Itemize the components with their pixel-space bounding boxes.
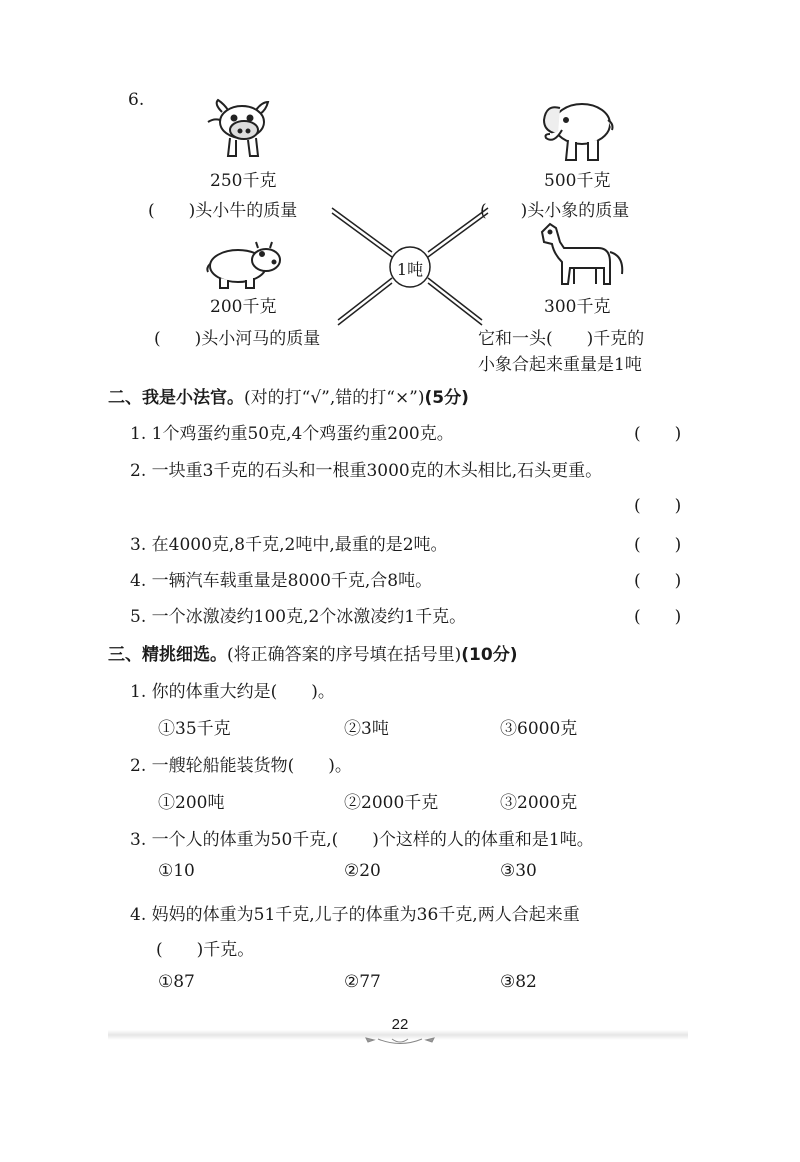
judge-item-2: 2. 一块重3千克的石头和一根重3000克的木头相比,石头更重。 — [130, 461, 603, 481]
elephant-mass: 500千克 — [544, 171, 611, 191]
choice-question-4: 4. 妈妈的体重为51千克,儿子的体重为36千克,两人合起来重 — [130, 905, 580, 925]
judge-item-1: 1. 1个鸡蛋约重50克,4个鸡蛋约重200克。 — [130, 424, 454, 444]
question-number: 6. — [128, 90, 145, 110]
option-3c[interactable]: ③30 — [500, 861, 537, 881]
horse-mass: 300千克 — [544, 297, 611, 317]
judge-answer-4[interactable]: ( ) — [634, 571, 682, 591]
option-2b[interactable]: ②2000千克 — [344, 793, 439, 813]
option-1c[interactable]: ③6000克 — [500, 719, 578, 739]
footer-ornament — [364, 1034, 436, 1048]
option-4c[interactable]: ③82 — [500, 972, 537, 992]
option-3b[interactable]: ②20 — [344, 861, 381, 881]
choice-question-2: 2. 一艘轮船能装货物( )。 — [130, 756, 352, 776]
choice-question-4-line2: ( )千克。 — [156, 940, 255, 960]
judge-answer-3[interactable]: ( ) — [634, 535, 682, 555]
center-ton-label: 1吨 — [396, 260, 424, 279]
horse-icon — [534, 218, 628, 290]
hippo-mass: 200千克 — [210, 297, 277, 317]
section2-header — [108, 383, 469, 408]
hippo-caption: ( )头小河马的质量 — [154, 329, 321, 349]
section3-heading: 三、精挑细选。 — [108, 645, 227, 665]
option-4a[interactable]: ①87 — [158, 972, 195, 992]
option-4b[interactable]: ②77 — [344, 972, 381, 992]
judge-item-4: 4. 一辆汽车载重量是8000千克,合8吨。 — [130, 571, 433, 591]
section3-header — [108, 640, 517, 665]
section2-heading: 二、我是小法官。 — [108, 388, 244, 408]
horse-caption-line2: 小象合起来重量是1吨 — [478, 355, 642, 375]
judge-answer-1[interactable]: ( ) — [634, 424, 682, 444]
page-number: 22 — [391, 1016, 409, 1033]
option-2a[interactable]: ①200吨 — [158, 793, 225, 813]
judge-answer-2[interactable]: ( ) — [634, 496, 682, 516]
judge-item-5: 5. 一个冰激凌约100克,2个冰激凌约1千克。 — [130, 607, 467, 627]
section2-score: (5分) — [424, 388, 469, 408]
option-2c[interactable]: ③2000克 — [500, 793, 578, 813]
option-3a[interactable]: ①10 — [158, 861, 195, 881]
section2-instruction: (对的打“√”,错的打“×”) — [244, 388, 425, 408]
option-1a[interactable]: ①35千克 — [158, 719, 231, 739]
horse-caption-line1: 它和一头( )千克的 — [478, 329, 645, 349]
judge-answer-5[interactable]: ( ) — [634, 607, 682, 627]
calf-mass: 250千克 — [210, 171, 277, 191]
elephant-icon — [532, 94, 616, 166]
elephant-caption: ( )头小象的质量 — [480, 201, 630, 221]
section3-score: (10分) — [461, 645, 518, 665]
calf-caption: ( )头小牛的质量 — [148, 201, 298, 221]
section3-instruction: (将正确答案的序号填在括号里) — [227, 645, 462, 665]
calf-icon — [204, 96, 278, 160]
choice-question-3: 3. 一个人的体重为50千克,( )个这样的人的体重和是1吨。 — [130, 830, 594, 850]
choice-question-1: 1. 你的体重大约是( )。 — [130, 682, 335, 702]
judge-item-3: 3. 在4000克,8千克,2吨中,最重的是2吨。 — [130, 535, 448, 555]
hippo-icon — [204, 236, 284, 290]
option-1b[interactable]: ②3吨 — [344, 719, 389, 739]
